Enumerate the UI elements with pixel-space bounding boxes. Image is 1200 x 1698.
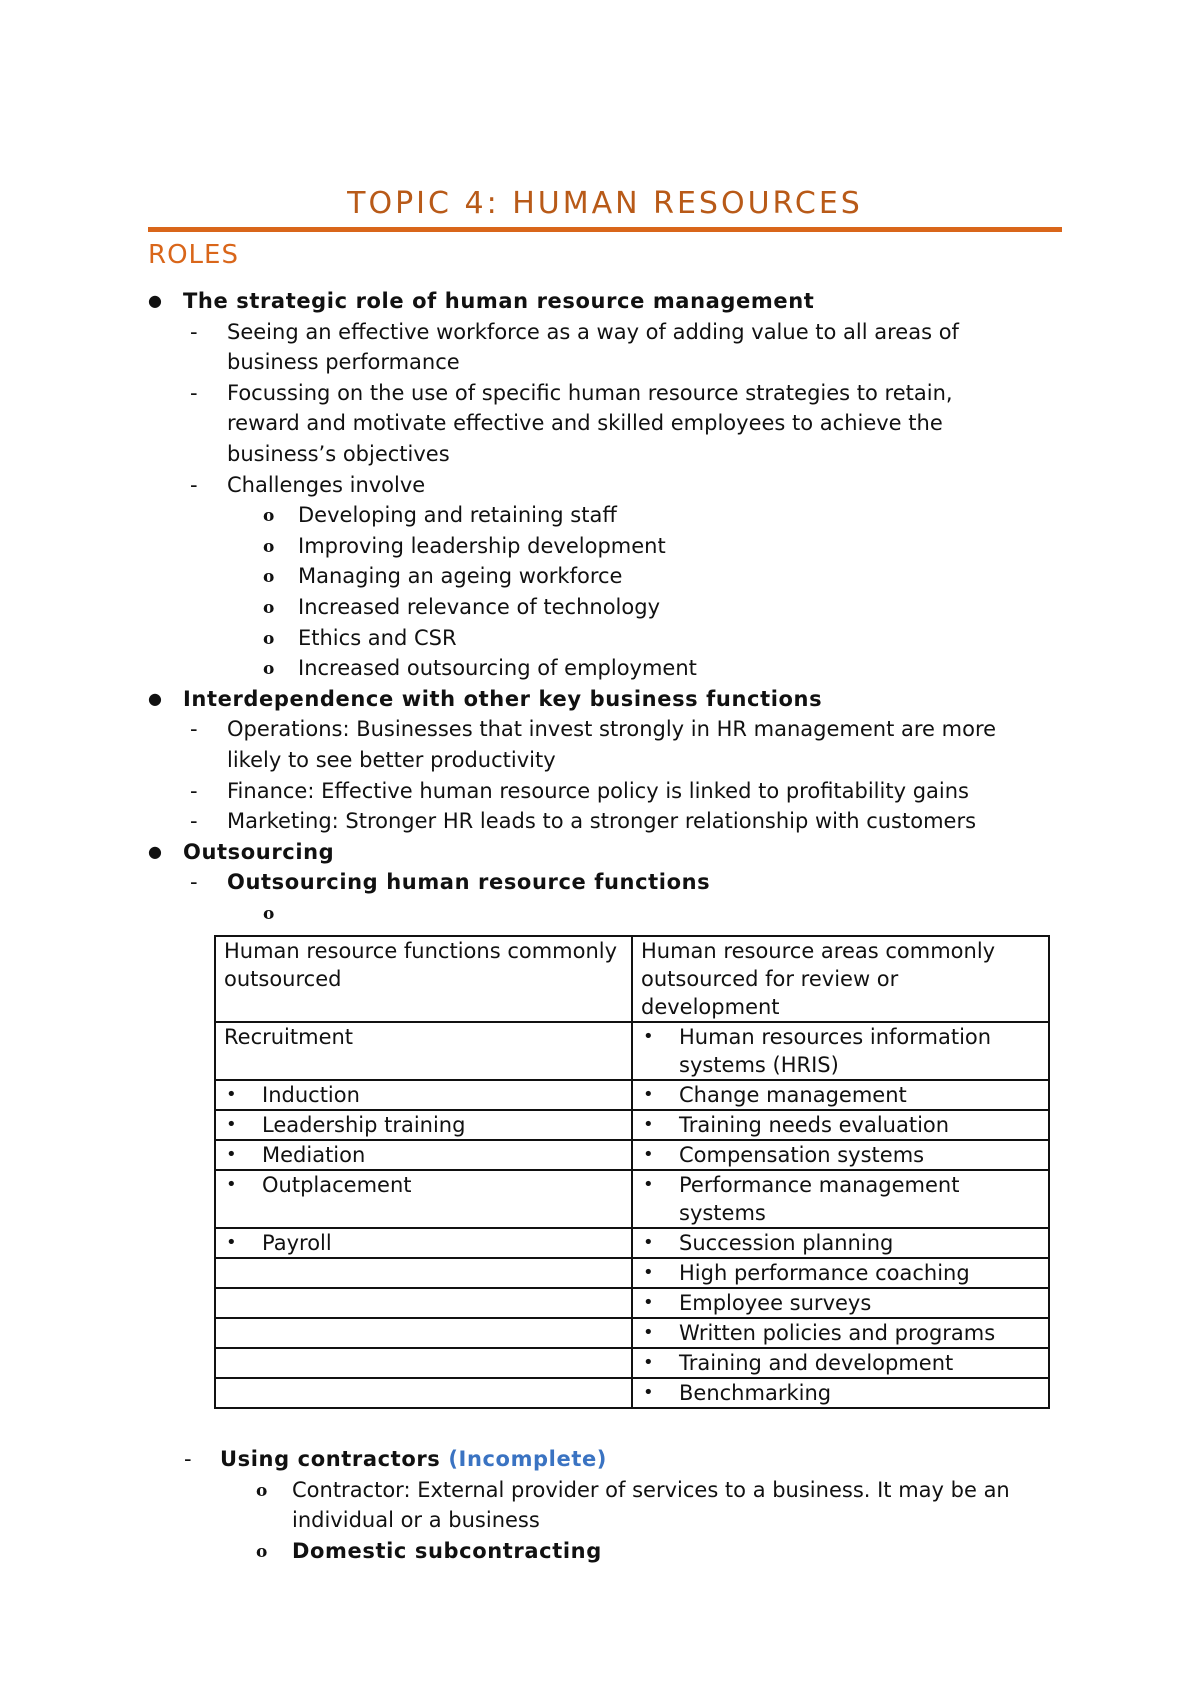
table-list-item: • Compensation systems — [643, 1143, 925, 1167]
bullet-icon: ● — [148, 841, 163, 861]
table-list-item: • Written policies and programs — [643, 1321, 996, 1345]
circle-bullet-icon: o — [256, 1480, 268, 1501]
table-list-item: • Mediation — [226, 1143, 366, 1167]
circle-bullet-icon: o — [263, 903, 275, 924]
list-item: o Ethics and CSR — [148, 623, 1068, 654]
table-list-item: • Performance management systems — [643, 1173, 960, 1225]
table-cell — [215, 1110, 632, 1140]
section-heading-roles: ROLES — [148, 240, 239, 270]
bullet-icon: • — [643, 1144, 654, 1165]
table-list-item: • High performance coaching — [643, 1261, 970, 1285]
bullet-icon: • — [226, 1084, 237, 1105]
table-cell — [215, 1228, 632, 1258]
list-item-interdependence: ● Interdependence with other key business functions — [148, 684, 1068, 715]
table-row — [215, 1110, 1049, 1140]
list-item: reward and motivate effective and skilled employees to achieve the — [227, 411, 943, 436]
table-row — [215, 1378, 1049, 1408]
table-row — [215, 1258, 1049, 1288]
circle-bullet-icon: o — [263, 506, 275, 527]
circle-bullet-icon: o — [256, 1541, 268, 1562]
list-item: business performance — [227, 350, 460, 375]
table-list-item: • Employee surveys — [643, 1291, 872, 1315]
table-cell — [215, 1378, 632, 1408]
list-item: o Developing and retaining staff — [148, 500, 1068, 531]
table-cell: Recruitment — [215, 1022, 632, 1080]
outsourcing-table — [214, 935, 1050, 1409]
table-header-row — [215, 936, 1049, 1022]
page-title: TOPIC 4: HUMAN RESOURCES — [347, 186, 863, 221]
dash-icon: - — [190, 380, 198, 405]
dash-icon: - — [190, 319, 198, 344]
dash-icon: - — [184, 1447, 193, 1471]
bullet-icon: • — [643, 1262, 654, 1283]
bullet-icon: • — [226, 1144, 237, 1165]
list-item: - Challenges involve — [148, 470, 1068, 501]
table-row — [215, 1288, 1049, 1318]
list-item-strategic: ● The strategic role of human resource management — [148, 286, 1068, 317]
table-cell — [632, 1022, 1049, 1080]
table-row — [215, 1140, 1049, 1170]
bullet-icon: • — [643, 1114, 654, 1135]
table-row — [215, 1022, 1049, 1080]
dash-icon: - — [190, 870, 199, 895]
bullet-icon: • — [226, 1174, 237, 1195]
table-cell — [632, 1080, 1049, 1110]
table-cell — [632, 1140, 1049, 1170]
list-item: - Marketing: Stronger HR leads to a stronger relationship with customers — [148, 806, 1068, 837]
list-item: - Operations: Businesses that invest strongly in HR management are more — [148, 714, 1068, 745]
list-item: o Increased outsourcing of employment — [148, 653, 1068, 684]
table-cell — [215, 1170, 632, 1228]
list-item: o Improving leadership development — [148, 531, 1068, 562]
dash-icon: - — [190, 778, 198, 803]
list-item: business’s objectives — [227, 441, 450, 466]
table-list-item: • Leadership training — [226, 1113, 466, 1137]
table-cell — [215, 1318, 632, 1348]
bullet-icon: ● — [148, 688, 163, 708]
dash-icon: - — [190, 809, 198, 834]
table-header-cell: Human resource areas commonly outsourced for review or development — [632, 936, 1049, 1022]
list-item: - Focussing on the use of specific human resource strategies to retain, — [148, 378, 1068, 409]
table-cell — [632, 1288, 1049, 1318]
list-item: individual or a business — [292, 1508, 540, 1533]
bullet-icon: • — [643, 1322, 654, 1343]
table-row — [215, 1348, 1049, 1378]
table-list-item: • Succession planning — [643, 1231, 894, 1255]
table-row — [215, 1080, 1049, 1110]
dash-icon: - — [190, 717, 198, 742]
list-item: o Increased relevance of technology — [148, 592, 1068, 623]
list-item: - Seeing an effective workforce as a way of adding value to all areas of — [148, 317, 1068, 348]
circle-bullet-icon: o — [263, 659, 275, 680]
table-list-item: • Benchmarking — [643, 1381, 832, 1405]
status-badge: (Incomplete) — [448, 1447, 607, 1471]
bullet-icon: • — [643, 1174, 654, 1195]
table-row — [215, 1170, 1049, 1228]
list-item-contractors: - Using contractors (Incomplete) — [148, 1444, 1068, 1475]
table-list-item: • Payroll — [226, 1231, 332, 1255]
list-item: o Contractor: External provider of services to a business. It may be an — [148, 1475, 1068, 1506]
circle-bullet-icon: o — [263, 597, 275, 618]
bullet-icon: • — [643, 1382, 654, 1403]
bullet-icon: • — [643, 1292, 654, 1313]
table-cell — [215, 1288, 632, 1318]
circle-bullet-icon: o — [263, 536, 275, 557]
table-cell — [632, 1378, 1049, 1408]
table-list-item: • Training and development — [643, 1351, 954, 1375]
table-cell — [632, 1318, 1049, 1348]
table-header-cell: Human resource functions commonly outsourced — [215, 936, 632, 1022]
contractors-list — [148, 1444, 1068, 1566]
table-list-item: • Induction — [226, 1083, 360, 1107]
table-cell — [215, 1258, 632, 1288]
table-cell — [215, 1140, 632, 1170]
table-row — [215, 1228, 1049, 1258]
list-item: - Finance: Effective human resource policy is linked to profitability gains — [148, 776, 1068, 807]
title-underline — [148, 227, 1062, 232]
table-cell — [215, 1080, 632, 1110]
table-cell — [632, 1170, 1049, 1228]
list-item-outsourcing: ● Outsourcing — [148, 837, 1068, 868]
table-cell — [215, 1348, 632, 1378]
table-row — [215, 1318, 1049, 1348]
bullet-icon: • — [643, 1026, 654, 1047]
list-item: o Managing an ageing workforce — [148, 561, 1068, 592]
bullet-icon: • — [226, 1232, 237, 1253]
table-cell — [632, 1348, 1049, 1378]
table-list-item: • Training needs evaluation — [643, 1113, 950, 1137]
bullet-icon: • — [226, 1114, 237, 1135]
circle-bullet-icon: o — [263, 567, 275, 588]
circle-bullet-icon: o — [263, 628, 275, 649]
list-item-domestic: o Domestic subcontracting — [148, 1536, 1068, 1567]
dash-icon: - — [190, 472, 198, 497]
list-item-empty — [148, 898, 1068, 929]
table-cell — [632, 1228, 1049, 1258]
list-item-outsourcing-functions: - Outsourcing human resource functions — [148, 867, 1068, 898]
notes-list — [148, 286, 1068, 928]
list-item: likely to see better productivity — [227, 747, 556, 772]
table-list-item: • Outplacement — [226, 1173, 412, 1197]
table-cell — [632, 1110, 1049, 1140]
table-list-item: • Change management — [643, 1083, 907, 1107]
bullet-icon: ● — [148, 291, 163, 310]
bullet-icon: • — [643, 1232, 654, 1253]
bullet-icon: • — [643, 1084, 654, 1105]
table-list-item: • Human resources information systems (HRIS) — [643, 1025, 992, 1077]
table-cell — [632, 1258, 1049, 1288]
bullet-icon: • — [643, 1352, 654, 1373]
